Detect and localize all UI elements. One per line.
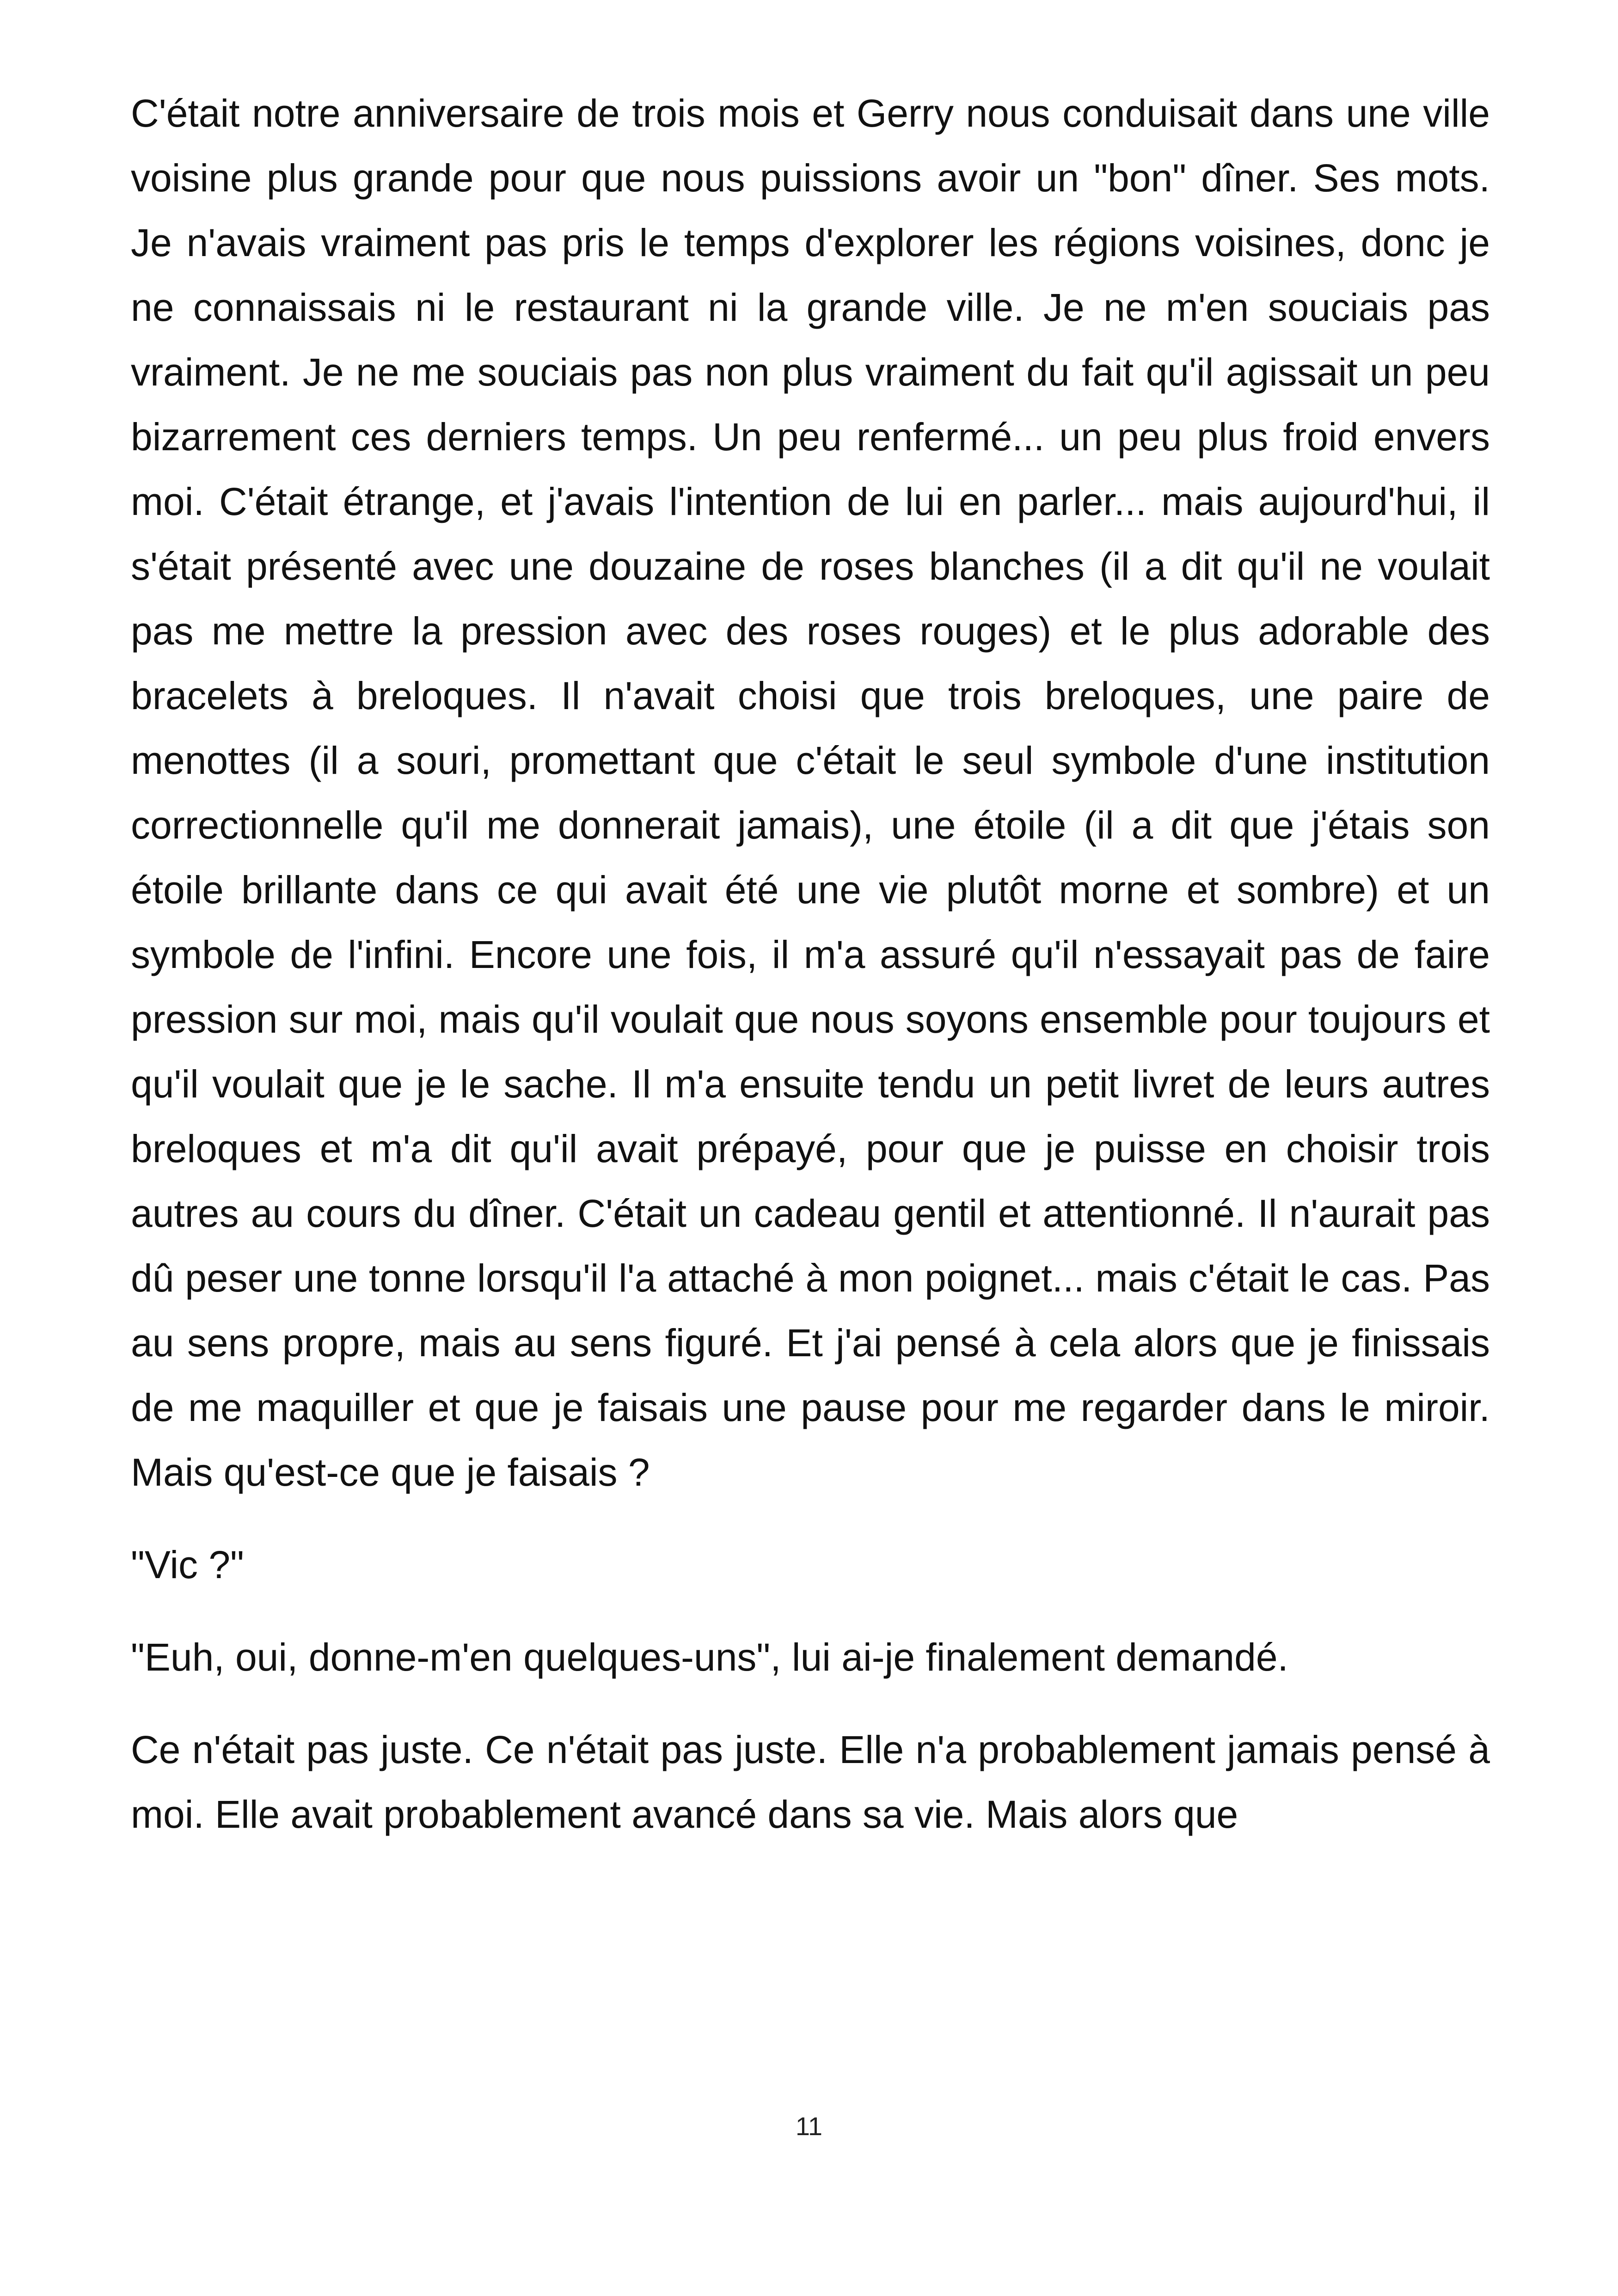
body-text [131,81,1490,1847]
paragraph-gerry-anniversary: C'était notre anniversaire de trois mois et Gerry nous conduisait dans une ville voisine plus grande pour que nous puissions avoir un "bon" dîner. Ses mots. Je n'avais vraiment pas pris le temps d'explorer les régions voisines, donc je ne connaissais ni le restaurant ni la grande ville. Je ne m'en souciais pas vraiment. Je ne me souciais pas non plus vraiment du fait qu'il agissait un peu bizarrement ces derniers temps. Un peu renfermé... un peu plus froid envers moi. C'était étrange, et j'avais l'intention de lui en parler... mais aujourd'hui, il s'était présenté avec une douzaine de roses blanches (il a dit qu'il ne voulait pas me mettre la pression avec des roses rouges) et le plus adorable des bracelets à breloques. Il n'avait choisi que trois breloques, une paire de menottes (il a souri, promettant que c'était le seul symbole d'une institution correctionnelle qu'il me donnerait jamais), une étoile (il a dit que j'étais son étoile brillante dans ce qui avait été une vie plutôt morne et sombre) et un symbole de l'infini. Encore une fois, il m'a assuré qu'il n'essayait pas de faire pression sur moi, mais qu'il voulait que nous soyons ensemble pour toujours et qu'il voulait que je le sache. Il m'a ensuite tendu un petit livret de leurs autres breloques et m'a dit qu'il avait prépayé, pour que je puisse en choisir trois autres au cours du dîner. C'était un cadeau gentil et attentionné. Il n'aurait pas dû peser une tonne lorsqu'il l'a attaché à mon poignet... mais c'était le cas. Pas au sens propre, mais au sens figuré. Et j'ai pensé à cela alors que je finissais de me maquiller et que je faisais une pause pour me regarder dans le miroir. Mais qu'est-ce que je faisais ? [131,92,1490,1494]
paragraph-vic-question: "Vic ?" [131,1543,244,1586]
page-number: 11 [795,2112,823,2141]
paragraph-reply: "Euh, oui, donne-m'en quelques-uns", lui ai-je finalement demandé. [131,1635,1288,1679]
paragraph-not-fair: Ce n'était pas juste. Ce n'était pas juste. Elle n'a probablement jamais pensé à moi. Elle avait probablement avancé dans sa vie. Mais alors que [131,1728,1490,1836]
